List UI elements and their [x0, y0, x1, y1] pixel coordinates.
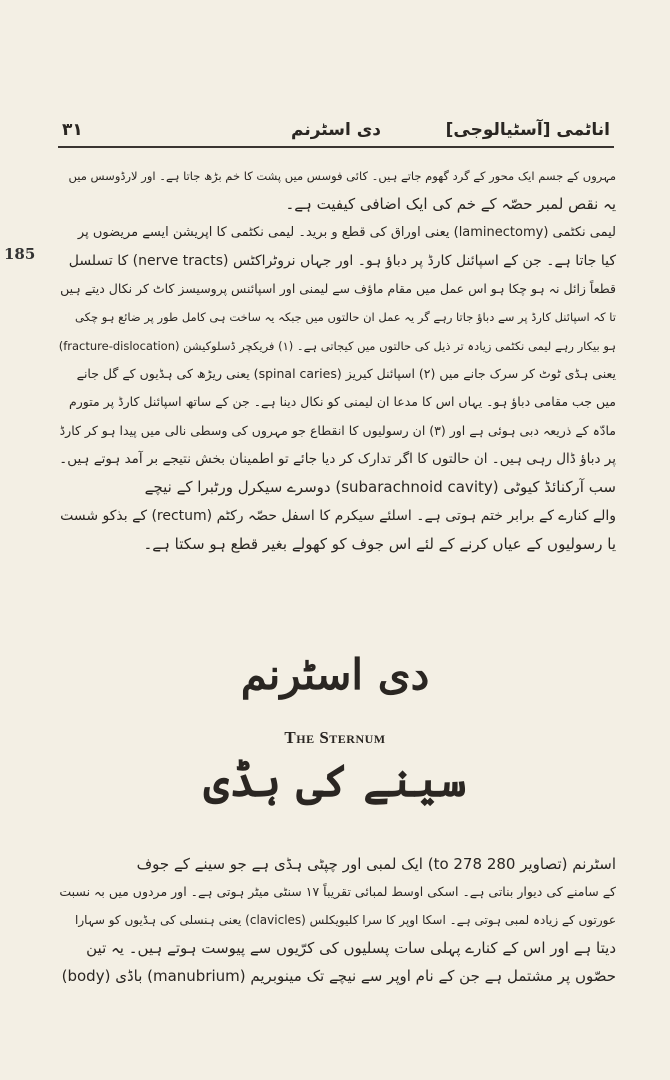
paragraph-laminectomy — [60, 162, 616, 558]
section-title-english: The Sternum — [284, 728, 386, 747]
text-line: سب آرکنائڈ کیوٹی (subarachnoid cavity) دوسرے سیکرل ورٹبرا کے نیچے — [144, 478, 616, 497]
text-line: عورتوں کے زیادہ لمبی ہوتی ہے۔ اسکا اوپر کا سرا کلیویکلس (clavicles) یعنی ہنسلی کی ہڈیوں کو سہارا — [75, 913, 616, 927]
text-line: یعنی ہڈی ٹوٹ کر سرک جانے میں (۲) اسپائنل کیریز (spinal caries) یعنی ریڑھ کی ہڈیوں کے گل جانے — [76, 366, 616, 382]
text-line: مادّہ کے ذریعہ دبی ہوئی ہے اور (۳) ان رسولیوں کا انقطاع جو مہروں کی وسطی نالی میں پیدا ہو کر کارڈ — [59, 422, 616, 438]
running-header — [58, 118, 614, 148]
text-line: کے سامنے کی دیوار بناتی ہے۔ اسکی اوسط لمبائی تقریباً ۱۷ سنٹی میٹر ہوتی ہے۔ اور مردوں میں بہ نسبت — [59, 884, 616, 899]
chapter-title: دی اسٹرنم — [291, 120, 381, 140]
text-line: کیا جاتا ہے۔ جن کے اسپائنل کارڈ پر دباؤ ہو۔ اور جہاں نروٹراکٹس (nerve tracts) کا تسلسل — [68, 252, 616, 269]
text-line: میں جب مقامی دباؤ ہو۔ یہاں اس کا مدعا ان لیمنی کو نکال دینا ہے۔ جن کے ساتھ اسپائنل کارڈ پر متورم — [69, 394, 616, 410]
margin-page-number: 185 — [4, 245, 36, 263]
section-subtitle-urdu: سینے کی ہڈی — [203, 756, 467, 807]
text-line: حصّوں پر مشتمل ہے جن کے نام اوپر سے نیچے تک مینوبریم (manubrium) باڈی (body) — [61, 967, 616, 985]
text-line: قطعاً زائل نہ ہو چکا ہو اس عمل میں مقام ماؤف سے لیمنی اور اسپائنس پروسیسز کاٹ کر نکال دیتے ہیں — [60, 281, 616, 297]
text-line: یہ نقص لمبر حصّہ کے خم کی ایک اضافی کیفیت ہے۔ — [285, 195, 616, 214]
text-line: تا کہ اسپائنل کارڈ پر سے دباؤ جاتا رہے گر یہ عمل ان حالتوں میں جبکہ یہ ساخت ہی کامل طور پر ضائع ہو چکی — [75, 310, 616, 325]
text-line: اسٹرنم (تصاویر 280 to 278) ایک لمبی اور چپٹی ہڈی ہے جو سینے کے جوف — [136, 855, 616, 873]
paragraph-sternum — [60, 850, 616, 990]
page-number: ۳۱ — [62, 120, 83, 140]
text-line: ہو بیکار رہے لیمی نکٹمی زیادہ تر ذیل کی حالتوں میں کیجاتی ہے۔ (۱) فریکچر ڈسلوکیشن (fracture-dislocation) — [58, 338, 616, 353]
text-line: پر دباؤ ڈال رہی ہیں۔ ان حالتوں کا اگر تدارک کر دیا جائے تو اطمینان بخش نتیجے بر آمد ہوتے ہیں۔ — [59, 450, 616, 467]
text-line: یا رسولیوں کے عیاں کرنے کے لئے اس جوف کو کھولے بغیر قطع ہو سکتا ہے۔ — [143, 534, 616, 553]
text-line: مہروں کے جسم ایک محور کے گرد گھوم جاتے ہیں۔ کائی فوسس میں پشت کا خم بڑھ جاتا ہے۔ اور لارڈوسس میں — [68, 169, 616, 183]
text-line: لیمی نکٹمی (laminectomy) یعنی اوراق کی قطع و برید۔ لیمی نکٹمی کا اپریشن ایسے مریضوں پر — [77, 224, 616, 240]
book-title: اناٹمی [آسٹیالوجی] — [445, 120, 610, 140]
text-line: والے کنارے کے برابر ختم ہوتی ہے۔ اسلئے سیکرم کا اسفل حصّہ رکٹم (rectum) کے بذکو شست — [60, 507, 616, 524]
section-title-urdu: دی اسٹرنم — [240, 650, 430, 699]
text-line: دیتا ہے اور اس کے کنارے پہلی سات پسلیوں کی کرّیوں سے پیوست ہوتے ہیں۔ یہ تین — [86, 939, 616, 957]
